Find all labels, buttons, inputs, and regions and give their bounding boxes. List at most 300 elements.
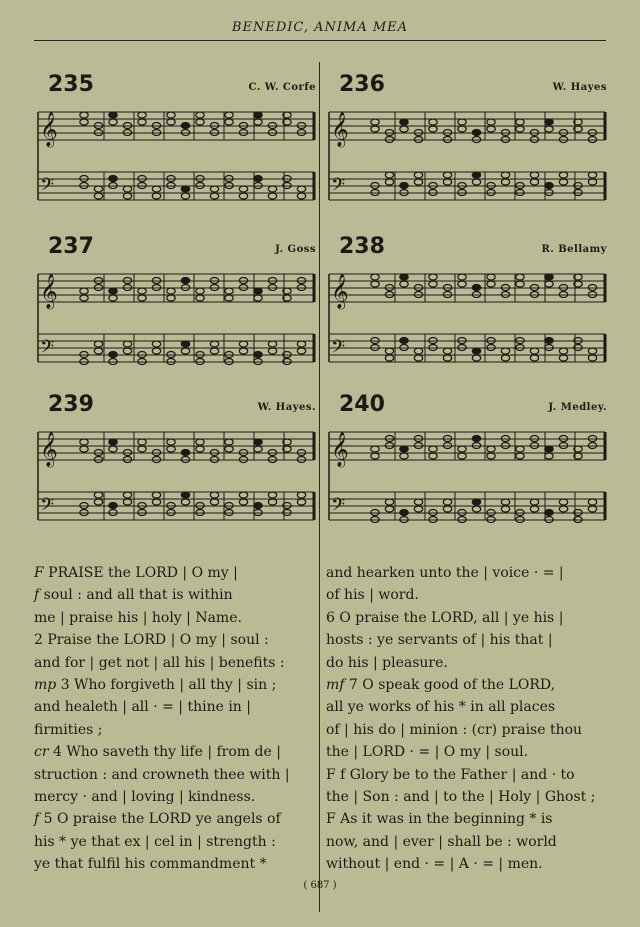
text-line (326, 831, 600, 853)
note-head (181, 186, 189, 192)
note-head (545, 183, 553, 189)
note-head (254, 439, 262, 445)
note-head (559, 348, 567, 354)
hymn-composer: C. W. Corfe (248, 82, 316, 93)
note-head (443, 499, 451, 505)
note-head (545, 274, 553, 280)
note-head (80, 446, 88, 452)
note-head (297, 186, 305, 192)
note-head (109, 112, 117, 118)
text-line (326, 764, 600, 786)
note-head (414, 506, 422, 512)
note-head (588, 499, 596, 505)
note-head (297, 492, 305, 498)
note-head (487, 281, 495, 287)
note-head (297, 341, 305, 347)
note-head (123, 193, 131, 199)
note-head (94, 341, 102, 347)
note-head (152, 186, 160, 192)
hymn-237 (34, 234, 320, 384)
note-head (167, 288, 175, 294)
note-head (196, 288, 204, 294)
note-head (109, 295, 117, 301)
note-head (138, 295, 146, 301)
text-content: hosts : ye servants of | his that | (326, 632, 553, 649)
text-line (326, 562, 600, 584)
note-head (501, 506, 509, 512)
dynamic-mark: cr (34, 744, 49, 761)
note-head (559, 179, 567, 185)
music-score (325, 264, 611, 384)
dynamic-mark: f (34, 811, 40, 828)
bass-clef: 𝄢 (331, 175, 346, 200)
note-head (196, 112, 204, 118)
note-head (545, 510, 553, 516)
note-head (225, 295, 233, 301)
note-head (94, 348, 102, 354)
text-line (34, 674, 310, 696)
note-head (167, 112, 175, 118)
text-content: 2 Praise the LORD | O my | soul : (34, 632, 269, 649)
text-content: the | Son : and | to the | Holy | Ghost ; (326, 788, 596, 805)
note-head (443, 179, 451, 185)
note-head (268, 348, 276, 354)
note-head (472, 130, 480, 136)
note-head (516, 446, 524, 452)
note-head (545, 281, 553, 287)
note-head (138, 112, 146, 118)
note-head (196, 119, 204, 125)
note-head (588, 348, 596, 354)
note-head (400, 183, 408, 189)
note-head (210, 193, 218, 199)
hymn-235 (34, 72, 320, 222)
note-head (487, 274, 495, 280)
bass-clef: 𝄢 (40, 495, 55, 520)
text-line (34, 562, 310, 584)
note-head (559, 506, 567, 512)
note-head (443, 348, 451, 354)
note-head (559, 499, 567, 505)
note-head (414, 499, 422, 505)
text-content: of | his do | minion : (cr) praise thou (326, 721, 583, 738)
text-content: struction : and crowneth thee with | (34, 766, 290, 783)
text-line (34, 607, 310, 629)
note-head (429, 126, 437, 132)
note-head (297, 193, 305, 199)
note-head (167, 119, 175, 125)
hymn-composer: J. Goss (275, 244, 316, 255)
note-head (530, 355, 538, 361)
note-head (458, 453, 466, 459)
text-line (34, 584, 310, 606)
note-head (254, 295, 262, 301)
note-head (472, 436, 480, 442)
note-head (588, 172, 596, 178)
note-head (109, 176, 117, 182)
note-head (429, 119, 437, 125)
text-content: and for | get not | all his | benefits : (34, 654, 285, 671)
psalm-text-left (34, 562, 310, 875)
bass-clef: 𝄢 (331, 337, 346, 362)
hymn-number: 237 (48, 234, 94, 259)
bass-clef: 𝄢 (40, 337, 55, 362)
note-head (138, 446, 146, 452)
note-head (400, 453, 408, 459)
note-head (210, 341, 218, 347)
note-head (458, 274, 466, 280)
note-head (225, 446, 233, 452)
treble-clef: 𝄞 (331, 112, 349, 147)
note-head (516, 281, 524, 287)
hymn-number: 235 (48, 72, 94, 97)
note-head (138, 439, 146, 445)
note-head (109, 503, 117, 509)
dynamic-mark: mf (326, 676, 345, 693)
hymn-238 (325, 234, 611, 384)
hymn-number: 238 (339, 234, 385, 259)
note-head (167, 295, 175, 301)
text-content: and hearken unto the | voice · = | (326, 565, 564, 581)
text-line (34, 786, 310, 808)
note-head (501, 355, 509, 361)
treble-clef: 𝄞 (331, 274, 349, 309)
note-head (181, 348, 189, 354)
text-content: 7 O speak good of the LORD, (344, 676, 556, 693)
note-head (225, 288, 233, 294)
hymn-240 (325, 392, 611, 542)
note-head (545, 126, 553, 132)
note-head (472, 172, 480, 178)
note-head (458, 446, 466, 452)
note-head (458, 126, 466, 132)
text-content: do his | pleasure. (326, 654, 448, 671)
text-content: 3 Who forgiveth | all thy | sin ; (56, 676, 277, 693)
note-head (414, 355, 422, 361)
note-head (414, 348, 422, 354)
note-head (530, 348, 538, 354)
text-content: ye that fulfil his commandment * (34, 856, 267, 873)
text-line (326, 786, 600, 808)
note-head (268, 492, 276, 498)
text-content: me | praise his | holy | Name. (34, 609, 242, 626)
note-head (400, 281, 408, 287)
note-head (94, 193, 102, 199)
note-head (254, 176, 262, 182)
note-head (138, 119, 146, 125)
note-head (400, 446, 408, 452)
text-line (34, 652, 310, 674)
hymn-number: 240 (339, 392, 385, 417)
note-head (181, 450, 189, 456)
note-head (239, 499, 247, 505)
text-line (326, 584, 600, 606)
note-head (80, 112, 88, 118)
note-head (588, 355, 596, 361)
note-head (239, 492, 247, 498)
note-head (196, 295, 204, 301)
note-head (196, 446, 204, 452)
note-head (123, 186, 131, 192)
text-line (326, 808, 600, 830)
psalm-text-right (326, 562, 600, 875)
music-score (34, 422, 320, 542)
note-head (501, 348, 509, 354)
note-head (429, 453, 437, 459)
note-head (181, 193, 189, 199)
note-head (181, 123, 189, 129)
note-head (254, 119, 262, 125)
note-head (588, 506, 596, 512)
note-head (458, 119, 466, 125)
hymn-number: 239 (48, 392, 94, 417)
note-head (210, 186, 218, 192)
text-line (326, 696, 600, 718)
note-head (225, 439, 233, 445)
note-head (152, 341, 160, 347)
text-content: 6 O praise the LORD, all | ye his | (326, 609, 564, 626)
note-head (385, 355, 393, 361)
note-head (80, 295, 88, 301)
note-head (210, 499, 218, 505)
treble-clef: 𝄞 (40, 112, 58, 147)
note-head (268, 193, 276, 199)
note-head (443, 355, 451, 361)
note-head (94, 499, 102, 505)
note-head (545, 453, 553, 459)
note-head (487, 126, 495, 132)
music-score (34, 264, 320, 384)
note-head (472, 499, 480, 505)
note-head (400, 119, 408, 125)
note-head (429, 274, 437, 280)
note-head (80, 439, 88, 445)
text-content: PRAISE the LORD | O my | (43, 565, 238, 581)
note-head (487, 119, 495, 125)
hymn-236 (325, 72, 611, 222)
hymn-composer: W. Hayes (552, 82, 607, 93)
dynamic-mark: F (34, 565, 44, 581)
dynamic-mark: mp (34, 676, 57, 693)
note-head (239, 341, 247, 347)
text-content: F f Glory be to the Father | and · to (326, 766, 575, 783)
text-content: firmities ; (34, 721, 103, 738)
note-head (530, 179, 538, 185)
note-head (385, 348, 393, 354)
note-head (297, 348, 305, 354)
text-content: his * ye that ex | cel in | strength : (34, 833, 276, 850)
note-head (443, 506, 451, 512)
treble-clef: 𝄞 (40, 432, 58, 467)
text-line (326, 674, 600, 696)
text-line (34, 741, 310, 763)
text-content: mercy · and | loving | kindness. (34, 788, 256, 805)
bass-clef: 𝄢 (40, 175, 55, 200)
note-head (254, 503, 262, 509)
hymn-composer: R. Bellamy (541, 244, 607, 255)
note-head (181, 492, 189, 498)
note-head (472, 355, 480, 361)
note-head (400, 510, 408, 516)
note-head (472, 179, 480, 185)
note-head (414, 179, 422, 185)
note-head (501, 499, 509, 505)
note-head (472, 506, 480, 512)
note-head (400, 274, 408, 280)
note-head (588, 179, 596, 185)
text-line (34, 719, 310, 741)
note-head (545, 446, 553, 452)
text-line (326, 853, 600, 875)
note-head (109, 352, 117, 358)
note-head (94, 492, 102, 498)
text-content: and healeth | all · = | thine in | (34, 699, 251, 716)
bass-clef: 𝄢 (331, 495, 346, 520)
note-head (487, 446, 495, 452)
note-head (80, 119, 88, 125)
note-head (138, 288, 146, 294)
note-head (181, 499, 189, 505)
treble-clef: 𝄞 (331, 432, 349, 467)
note-head (268, 499, 276, 505)
text-line (326, 607, 600, 629)
text-content: 4 Who saveth thy life | from de | (48, 744, 281, 761)
note-head (109, 439, 117, 445)
note-head (210, 492, 218, 498)
note-head (400, 338, 408, 344)
note-head (109, 119, 117, 125)
note-head (516, 119, 524, 125)
note-head (458, 281, 466, 287)
note-head (196, 439, 204, 445)
note-head (371, 446, 379, 452)
note-head (268, 186, 276, 192)
note-head (152, 492, 160, 498)
note-head (371, 119, 379, 125)
dynamic-mark: f (34, 587, 40, 604)
text-content: the | LORD · = | O my | soul. (326, 744, 529, 761)
note-head (472, 285, 480, 291)
note-head (559, 172, 567, 178)
note-head (516, 274, 524, 280)
note-head (254, 446, 262, 452)
note-head (530, 172, 538, 178)
note-head (152, 348, 160, 354)
text-content: soul : and all that is within (39, 587, 233, 604)
text-line (34, 808, 310, 830)
note-head (516, 126, 524, 132)
text-content: all ye works of his * in all places (326, 699, 556, 716)
note-head (181, 278, 189, 284)
text-content: 5 O praise the LORD ye angels of (39, 811, 281, 828)
note-head (371, 281, 379, 287)
note-head (181, 341, 189, 347)
hymn-239 (34, 392, 320, 542)
treble-clef: 𝄞 (40, 274, 58, 309)
text-content: of his | word. (326, 587, 419, 604)
text-content: F As it was in the beginning * is (326, 811, 553, 828)
page-number: ( 687 ) (303, 880, 337, 891)
hymn-composer: W. Hayes. (257, 402, 316, 413)
note-head (429, 281, 437, 287)
note-head (123, 492, 131, 498)
note-head (152, 193, 160, 199)
note-head (501, 179, 509, 185)
text-line (326, 629, 600, 651)
note-head (109, 446, 117, 452)
note-head (385, 179, 393, 185)
note-head (371, 453, 379, 459)
note-head (254, 288, 262, 294)
note-head (414, 172, 422, 178)
note-head (210, 348, 218, 354)
text-line (34, 629, 310, 651)
note-head (254, 112, 262, 118)
text-line (34, 696, 310, 718)
note-head (239, 348, 247, 354)
text-line (326, 652, 600, 674)
note-head (385, 499, 393, 505)
note-head (94, 186, 102, 192)
note-head (123, 348, 131, 354)
text-line (34, 853, 310, 875)
text-line (326, 719, 600, 741)
header-rule (34, 40, 606, 41)
text-content: without | end · = | A · = | men. (326, 856, 543, 873)
note-head (385, 172, 393, 178)
note-head (487, 453, 495, 459)
note-head (268, 341, 276, 347)
note-head (530, 499, 538, 505)
note-head (167, 439, 175, 445)
note-head (371, 274, 379, 280)
hymn-composer: J. Medley. (548, 402, 607, 413)
note-head (239, 193, 247, 199)
note-head (400, 126, 408, 132)
note-head (225, 112, 233, 118)
note-head (501, 172, 509, 178)
note-head (152, 499, 160, 505)
text-line (34, 764, 310, 786)
hymn-number: 236 (339, 72, 385, 97)
note-head (123, 341, 131, 347)
text-line (34, 831, 310, 853)
music-score (325, 422, 611, 542)
note-head (371, 126, 379, 132)
note-head (545, 119, 553, 125)
note-head (254, 352, 262, 358)
note-head (297, 499, 305, 505)
note-head (123, 499, 131, 505)
note-head (545, 338, 553, 344)
note-head (429, 446, 437, 452)
note-head (516, 453, 524, 459)
note-head (167, 446, 175, 452)
note-head (225, 119, 233, 125)
note-head (239, 186, 247, 192)
text-content: now, and | ever | shall be : world (326, 833, 557, 850)
note-head (109, 288, 117, 294)
note-head (472, 348, 480, 354)
note-head (559, 355, 567, 361)
note-head (385, 506, 393, 512)
text-line (326, 741, 600, 763)
note-head (443, 172, 451, 178)
note-head (530, 506, 538, 512)
note-head (80, 288, 88, 294)
page-header: BENEDIC, ANIMA MEA (231, 20, 409, 35)
music-score (34, 102, 320, 222)
